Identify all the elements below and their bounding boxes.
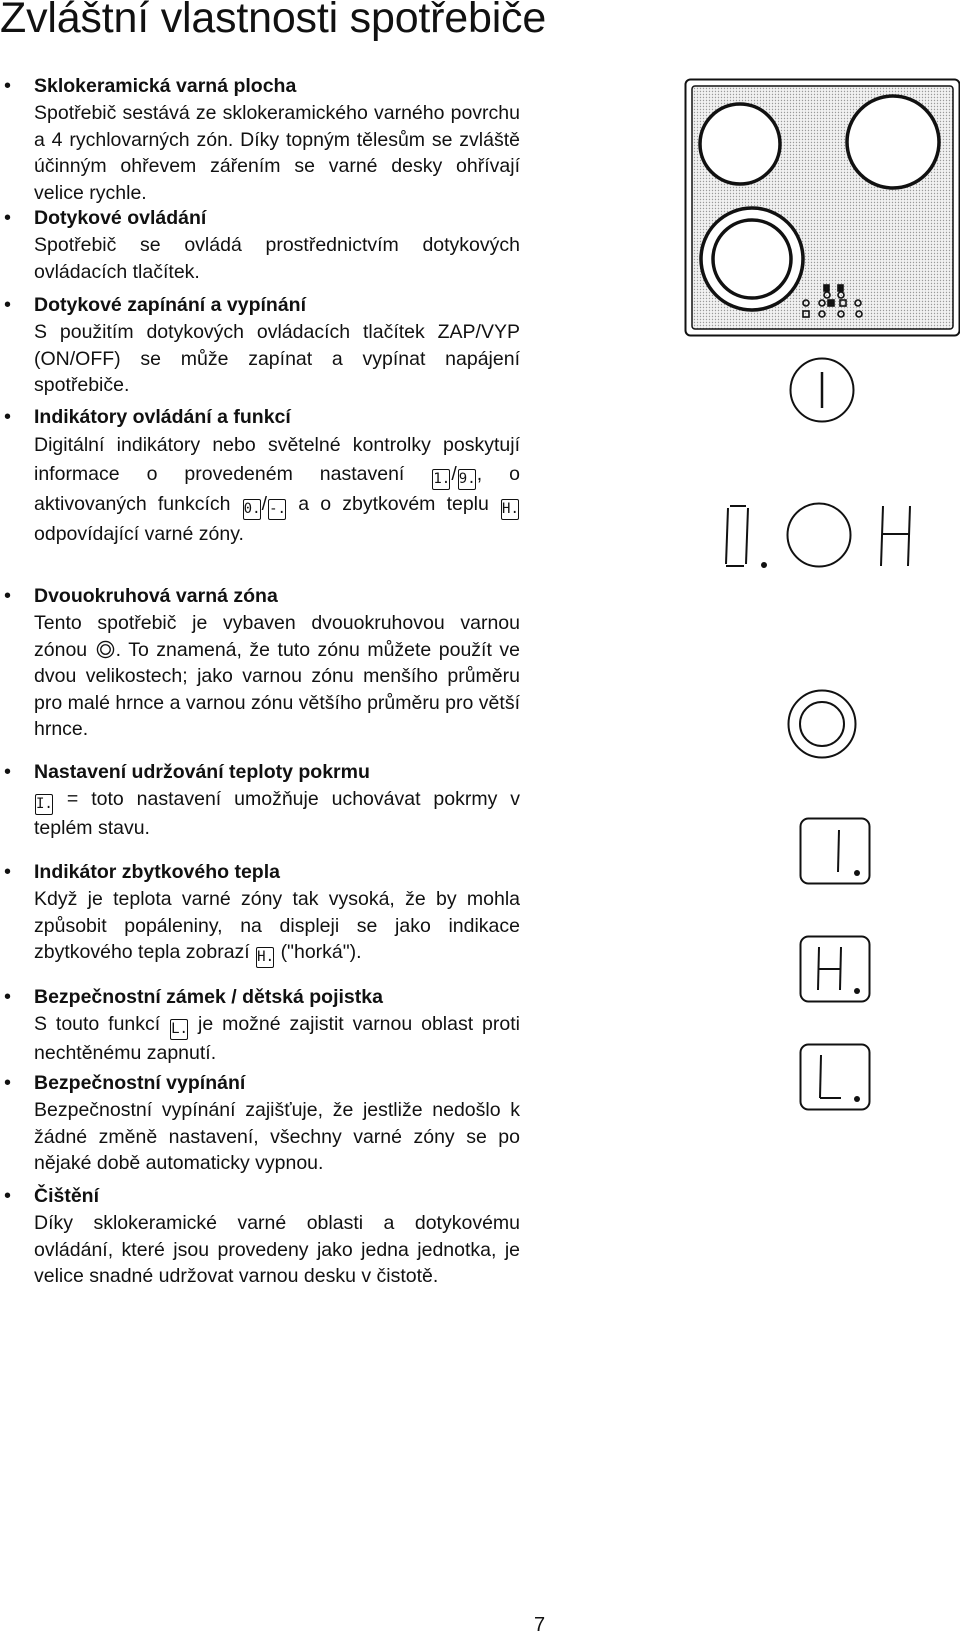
text-part: . To znamená, že tuto zónu můžete použít ve dvou velikostech; jako varnou zónu menšího průměru pro malé hrnce a varnou zónu většího průměru pro větší hrnce.	[34, 638, 520, 740]
section-title: Dotykové ovládání	[34, 207, 207, 229]
dash-symbol: -.	[268, 499, 286, 520]
text-part: , o aktivovaných funkcích	[34, 463, 521, 515]
section-title: Bezpečnostní vypínání	[34, 1072, 246, 1094]
separator: /	[261, 493, 268, 515]
section-touch-control	[0, 205, 520, 285]
section-safety-off	[0, 1070, 520, 1177]
display-indicators-illustration	[720, 502, 920, 572]
page-title: Zvláštní vlastnosti spotřebiče	[0, 0, 547, 42]
text-part: Tento spotřebič je vybaven dvouokruhovou varnou zónou	[34, 612, 520, 661]
bullet: •	[4, 1072, 12, 1094]
text-part: a o zbytkovém teplu	[298, 493, 489, 515]
section-keep-warm	[0, 759, 520, 842]
bullet: •	[4, 761, 12, 783]
text-part: Když je teplota varné zóny tak vysoká, že by mohla způsobit popáleniny, na displeji se jako indikace zbytkového tepla zobrazí	[34, 888, 520, 963]
section-glass-ceramic-hob	[0, 73, 520, 206]
hob-illustration	[684, 78, 960, 338]
section-text: Spotřebič se ovládá prostřednictvím dotykových ovládacích tlačítek.	[34, 234, 520, 283]
section-indicators	[0, 404, 520, 549]
residual-heat-display-illustration	[799, 935, 871, 1003]
bullet: •	[4, 75, 12, 97]
dual-zone-icon	[96, 640, 115, 659]
page-number: 7	[534, 1614, 546, 1636]
bullet: •	[4, 406, 12, 428]
power-level-9-symbol: 9.	[458, 469, 476, 490]
section-child-lock	[0, 984, 520, 1067]
lock-symbol: L.	[170, 1019, 188, 1040]
residual-heat-symbol: H.	[256, 947, 274, 968]
separator: /	[451, 463, 457, 485]
section-title: Indikátory ovládání a funkcí	[34, 406, 291, 428]
section-title: Bezpečnostní zámek / dětská pojistka	[34, 986, 383, 1008]
section-text	[34, 1011, 520, 1067]
bullet: •	[4, 861, 12, 883]
section-title: Dotykové zapínání a vypínání	[34, 294, 306, 316]
section-text	[34, 610, 520, 743]
child-lock-display-illustration	[799, 1043, 871, 1111]
residual-heat-symbol: H.	[501, 499, 519, 520]
text-part: = toto nastavení umožňuje uchovávat pokrmy v teplém stavu.	[34, 788, 520, 839]
text-part: S touto funkcí	[34, 1013, 161, 1035]
text-part: odpovídající varné zóny.	[34, 523, 244, 545]
section-title: Čištění	[34, 1185, 100, 1207]
text-part: je možné zajistit varnou oblast proti nechtěnému zapnutí.	[34, 1013, 520, 1064]
on-off-symbol-illustration	[788, 356, 856, 424]
section-text	[34, 886, 520, 968]
section-title: Nastavení udržování teploty pokrmu	[34, 761, 370, 783]
bullet: •	[4, 294, 12, 316]
section-text	[34, 431, 520, 549]
keep-warm-symbol: I.	[35, 794, 53, 815]
section-touch-on-off	[0, 292, 520, 399]
bullet: •	[4, 585, 12, 607]
section-text: S použitím dotykových ovládacích tlačítek ZAP/VYP (ON/OFF) se může zapínat a vypínat napájení spotřebiče.	[34, 321, 520, 396]
bullet: •	[4, 1185, 12, 1207]
section-title: Indikátor zbytkového tepla	[34, 861, 280, 883]
section-dual-zone	[0, 583, 520, 743]
cooking-zone-icon	[847, 96, 939, 188]
section-text: Díky sklokeramické varné oblasti a dotykovému ovládání, které jsou provedeny jako jedna jednotka, je velice snadné udržovat varnou desku v čistotě.	[34, 1212, 520, 1287]
dual-zone-illustration	[786, 688, 858, 760]
section-title: Sklokeramická varná plocha	[34, 75, 297, 97]
power-level-1-symbol: 1.	[432, 469, 450, 490]
section-text: Bezpečnostní vypínání zajišťuje, že jestliže nedošlo k žádné změně nastavení, všechny varné zóny se po nějaké době automaticky vypnou.	[34, 1099, 520, 1174]
text-part: Digitální indikátory nebo světelné kontrolky poskytují informace o provedeném nastavení	[34, 434, 520, 485]
text-part: ("horká").	[280, 941, 362, 963]
section-residual-heat	[0, 859, 520, 968]
cooking-zone-icon	[700, 104, 780, 184]
section-title: Dvouokruhová varná zóna	[34, 585, 278, 607]
section-text	[34, 786, 520, 842]
zero-symbol: 0.	[243, 499, 261, 520]
section-cleaning	[0, 1183, 520, 1290]
bullet: •	[4, 986, 12, 1008]
bullet: •	[4, 207, 12, 229]
section-text: Spotřebič sestává ze sklokeramického varného povrchu a 4 rychlovarných zón. Díky topným tělesům se zvláště účinným ohřevem zářením se varné desky ohřívají velice rychle.	[34, 102, 520, 204]
keep-warm-display-illustration	[799, 817, 871, 885]
